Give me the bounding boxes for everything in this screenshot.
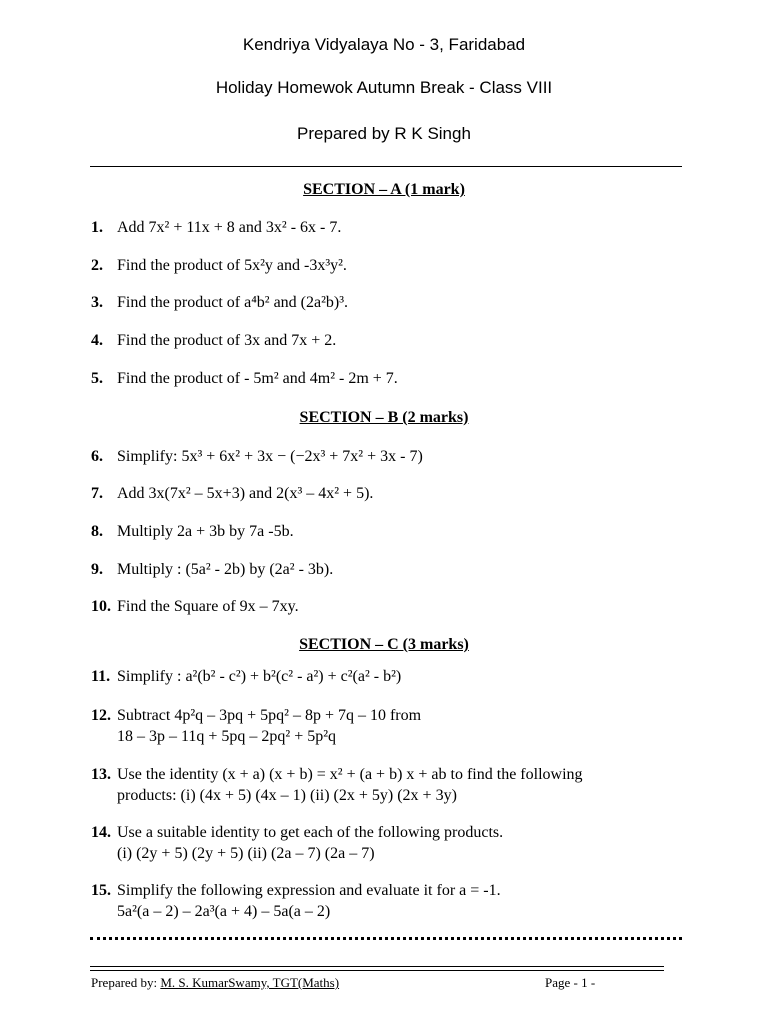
question-1 [91,217,691,238]
section-b-heading: SECTION – B (2 marks) [299,409,469,426]
question-number: 3. [91,294,103,311]
question-number: 11. [91,668,111,685]
question-4 [91,330,691,351]
question-text: Add 3x(7x² – 5x+3) and 2(x³ – 4x² + 5). [117,485,374,502]
question-text: Find the product of a⁴b² and (2a²b)³. [117,294,349,311]
page-title-prepared-by: Prepared by R K Singh [297,124,471,143]
question-text-continued: (i) (2y + 5) (2y + 5) (ii) (2a – 7) (2a – 7) [117,845,375,862]
question-text: Simplify: 5x³ + 6x² + 3x − (−2x³ + 7x² + 3x - 7) [117,448,423,465]
question-text-continued: 5a²(a – 2) – 2a³(a + 4) – 5a(a – 2) [117,903,331,920]
question-number: 7. [91,485,103,502]
question-number: 2. [91,257,103,274]
question-text: Find the product of 3x and 7x + 2. [117,332,337,349]
page-number: Page - 1 - [545,975,596,990]
question-2 [91,255,691,276]
question-number: 14. [91,824,111,841]
question-number: 1. [91,219,103,236]
question-text-continued: 18 – 3p – 11q + 5pq – 2pq² + 5p²q [117,728,337,745]
question-7 [91,483,691,504]
question-text: Multiply : (5a² - 2b) by (2a² - 3b). [117,561,334,578]
question-text-continued: products: (i) (4x + 5) (4x – 1) (ii) (2x + 5y) (2x + 3y) [117,787,457,804]
question-text: Subtract 4p²q – 3pq + 5pq² – 8p + 7q – 10 from [117,707,422,724]
footer-credit-prefix: Prepared by: [91,975,161,990]
question-10 [91,596,691,617]
question-11 [91,666,691,687]
question-text: Simplify : a²(b² - c²) + b²(c² - a²) + c²(a² - b²) [117,668,402,685]
question-6 [91,446,691,467]
question-text: Use the identity (x + a) (x + b) = x² + (a + b) x + ab to find the following [117,766,583,783]
question-14 [91,822,691,864]
question-number: 15. [91,882,111,899]
question-text: Find the product of - 5m² and 4m² - 2m + 7. [117,370,398,387]
question-9 [91,559,691,580]
question-12 [91,705,691,747]
page-title-school: Kendriya Vidyalaya No - 3, Faridabad [242,35,526,54]
footer-divider [90,966,664,971]
question-number: 12. [91,707,111,724]
question-number: 8. [91,523,103,540]
dotted-divider [90,937,682,940]
question-15 [91,880,691,922]
question-number: 9. [91,561,103,578]
footer-credit [91,975,339,991]
header-divider [90,166,682,167]
question-number: 5. [91,370,103,387]
question-number: 4. [91,332,103,349]
question-text: Find the Square of 9x – 7xy. [117,598,299,615]
question-3 [91,292,691,313]
question-text: Multiply 2a + 3b by 7a -5b. [117,523,294,540]
question-13 [91,764,691,806]
footer-credit-author: M. S. KumarSwamy, TGT(Maths) [160,975,340,990]
question-text: Simplify the following expression and evaluate it for a = -1. [117,882,501,899]
section-a-heading: SECTION – A (1 mark) [303,181,465,198]
question-5 [91,368,691,389]
question-number: 13. [91,766,111,783]
question-text: Add 7x² + 11x + 8 and 3x² - 6x - 7. [117,219,342,236]
question-number: 6. [91,448,103,465]
section-c-heading: SECTION – C (3 marks) [299,636,469,653]
page-title-homework: Holiday Homewok Autumn Break - Class VIII [215,78,553,97]
question-8 [91,521,691,542]
question-text: Use a suitable identity to get each of the following products. [117,824,504,841]
question-text: Find the product of 5x²y and -3x³y². [117,257,347,274]
question-number: 10. [91,598,111,615]
